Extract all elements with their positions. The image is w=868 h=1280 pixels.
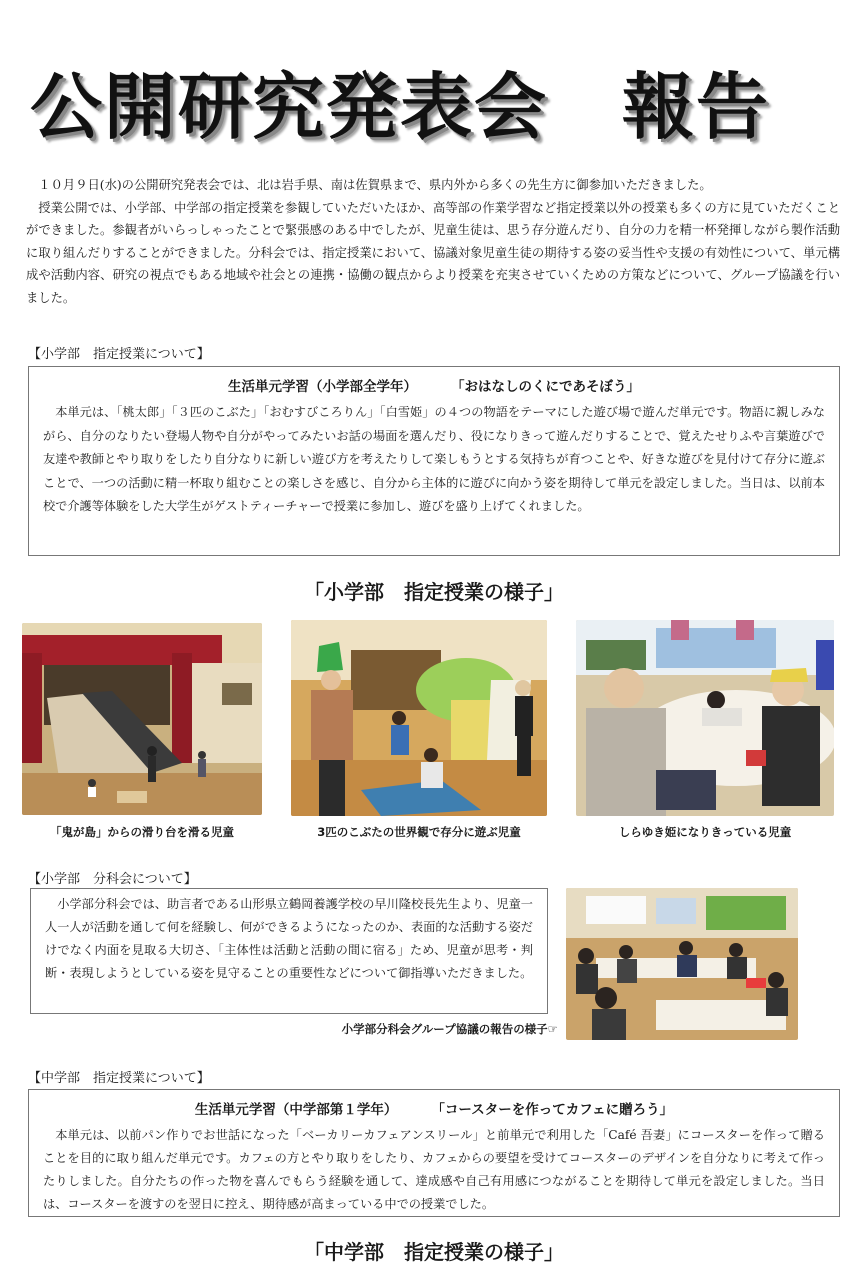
snow-white-photo-caption: しらゆき姫になりきっている児童: [618, 825, 792, 839]
slide-photo-caption: 「鬼が島」からの滑り台を滑る児童: [50, 825, 234, 839]
snow-white-photo-image: [576, 620, 834, 816]
slide-photo: [22, 623, 262, 815]
subcommittee-photo: [566, 888, 798, 1040]
elementary-lesson-heading: [29, 377, 839, 397]
snow-white-photo: [576, 620, 834, 816]
subcommittee-photo-image: [566, 888, 798, 1040]
three-pigs-photo-image: [291, 620, 547, 816]
junior-lesson-unit: 「コースターを作ってカフェに贈ろう」: [431, 1102, 674, 1118]
intro-paragraph: 授業公開では、小学部、中学部の指定授業を参観していただいたほか、高等部の作業学習など指定授業以外の授業も多くの方に見ていただくことができました。参観者がいらっしゃったことで緊張感のある中でしたが、児童生徒は、思う存分遊んだり、自分の力を精一杯発揮しながら製作活動に取り組んだりすることができました。分科会では、指定授業において、協議対象児童生徒の期待する姿の妥当性や支援の有効性について、単元構成や活動内容、研究の視点でもある地域や社会との連携・協働の観点からより授業を充実させていくための方策などについて、グループ協議を行いました。: [26, 200, 840, 305]
three-pigs-photo: [291, 620, 547, 816]
junior-photos-heading: 「中学部 指定授業の様子」: [304, 1240, 564, 1264]
intro-paragraph: １０月９日(水)の公開研究発表会では、北は岩手県、南は佐賀県まで、県内外から多くの先生方に御参加いただきました。: [38, 178, 712, 192]
subcommittee-photo-caption: 小学部分科会グループ協議の報告の様子☞: [341, 1022, 558, 1036]
elementary-lesson-unit: 「おはなしのくにであそぼう」: [451, 379, 640, 395]
intro-text: [26, 174, 840, 310]
three-pigs-photo-caption: 3匹のこぶたの世界観で存分に遊ぶ児童: [317, 825, 521, 839]
elementary-subcommittee-body: 小学部分科会では、助言者である山形県立鶴岡養護学校の早川隆校長先生より、児童一人一人が活動を通して何を経験し、何ができるようになったのか、表面的な活動する姿だけでなく内面を見取る大切さ、「主体性は活動と活動の間に宿る」ため、児童が思考・判断・表現しようとしている姿を見守ることの重要性などについて御指導いただきました。: [45, 897, 533, 980]
junior-lesson-box: [28, 1089, 840, 1217]
elementary-lesson-label: 【小学部 指定授業について】: [28, 347, 210, 362]
elementary-photos-heading: 「小学部 指定授業の様子」: [304, 580, 564, 604]
junior-lesson-subject: 生活単元学習（中学部第１学年）: [194, 1102, 398, 1118]
elementary-lesson-box: [28, 366, 840, 556]
elementary-lesson-subject: 生活単元学習（小学部全学年）: [228, 379, 417, 395]
junior-lesson-label: 【中学部 指定授業について】: [28, 1071, 210, 1086]
junior-lesson-body: 本単元は、以前パン作りでお世話になった「ベーカリーカフェアンスリール」と前単元で利用した「Café 吾妻」にコースターを作って贈ることを目的に取り組んだ単元です。カフェの方とやり取りをしたり、カフェからの要望を受けてコースターのデザインを自分なりに考えて作ったりしました。自分たちの作った物を喜んでもらう経験を通して、達成感や自己有用感につながることを期待して単元を設定しました。当日は、コースターを渡すのを翌日に控え、期待感が高まっている中での授業でした。: [43, 1128, 825, 1211]
elementary-subcommittee-box: [30, 888, 548, 1014]
slide-photo-image: [22, 623, 262, 815]
elementary-lesson-body: 本単元は、「桃太郎」「３匹のこぶた」「おむすびころりん」「白雪姫」の４つの物語をテーマにした遊び場で遊んだ単元です。物語に親しみながら、自分のなりたい登場人物や自分がやってみたいお話の場面を選んだり、役になりきって遊んだりすることで、覚えたせりふや言葉遊びで友達や教師とやり取りをしたり自分なりに新しい遊び方を考えたりして楽しもうとする気持ちが育つことや、好きな遊びを見付けて存分に遊ぶことで、一つの活動に精一杯取り組むことの楽しさを感じ、自分から主体的に遊びに向かう姿を期待して単元を設定しました。当日は、以前本校で介護等体験をした大学生がゲストティーチャーで授業に参加し、遊びを盛り上げてくれました。: [43, 405, 825, 514]
page-title: 公開研究発表会 報告: [30, 65, 771, 149]
junior-lesson-heading: [29, 1100, 839, 1120]
elementary-subcommittee-label: 【小学部 分科会について】: [28, 872, 197, 887]
